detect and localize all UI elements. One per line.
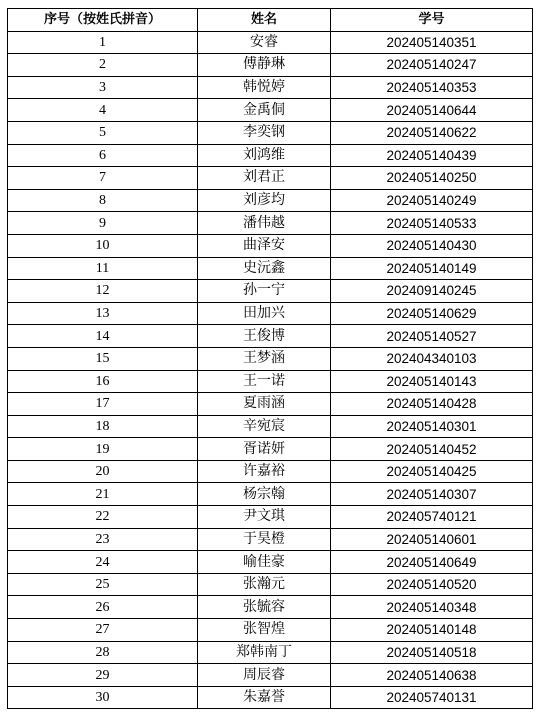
student-name: 于昊橙: [198, 528, 331, 551]
student-id: 202405140527: [331, 325, 533, 348]
student-id: 202405140428: [331, 393, 533, 416]
table-row: [8, 619, 533, 642]
student-name: 张毓容: [198, 596, 331, 619]
student-name: 安睿: [198, 31, 331, 54]
table-row: [8, 370, 533, 393]
table-row: [8, 438, 533, 461]
student-id: 202405140439: [331, 144, 533, 167]
table-row: [8, 121, 533, 144]
table-row: [8, 280, 533, 303]
row-number: 2: [8, 54, 198, 77]
table-row: [8, 325, 533, 348]
student-id: 202405140351: [331, 31, 533, 54]
student-name: 喻佳豪: [198, 551, 331, 574]
student-id: 202405140649: [331, 551, 533, 574]
student-name: 尹文琪: [198, 506, 331, 529]
student-id: 202405140301: [331, 415, 533, 438]
student-id: 202405140430: [331, 234, 533, 257]
student-name: 朱嘉誉: [198, 686, 331, 709]
column-header-student-id: 学号: [331, 9, 533, 32]
table-row: [8, 144, 533, 167]
student-id: 202405140353: [331, 76, 533, 99]
row-number: 15: [8, 347, 198, 370]
table-row: [8, 664, 533, 687]
table-row: [8, 415, 533, 438]
student-name: 张瀚元: [198, 573, 331, 596]
student-id: 202405140518: [331, 641, 533, 664]
student-table: [7, 8, 533, 709]
table-row: [8, 302, 533, 325]
student-id: 202405140520: [331, 573, 533, 596]
row-number: 23: [8, 528, 198, 551]
student-name: 史沅鑫: [198, 257, 331, 280]
student-id: 202405140307: [331, 483, 533, 506]
row-number: 7: [8, 167, 198, 190]
table-row: [8, 189, 533, 212]
table-row: [8, 234, 533, 257]
student-name: 杨宗翰: [198, 483, 331, 506]
row-number: 11: [8, 257, 198, 280]
student-id: 202405140638: [331, 664, 533, 687]
student-id: 202405140250: [331, 167, 533, 190]
table-row: [8, 551, 533, 574]
row-number: 24: [8, 551, 198, 574]
student-name: 胥诺妍: [198, 438, 331, 461]
student-name: 潘伟越: [198, 212, 331, 235]
row-number: 25: [8, 573, 198, 596]
row-number: 1: [8, 31, 198, 54]
table-row: [8, 31, 533, 54]
student-name: 曲泽安: [198, 234, 331, 257]
row-number: 19: [8, 438, 198, 461]
row-number: 4: [8, 99, 198, 122]
table-body: [8, 31, 533, 709]
row-number: 6: [8, 144, 198, 167]
student-id: 202405740121: [331, 506, 533, 529]
student-id: 202405740131: [331, 686, 533, 709]
table-row: [8, 528, 533, 551]
row-number: 28: [8, 641, 198, 664]
table-row: [8, 54, 533, 77]
student-name: 郑韩南丁: [198, 641, 331, 664]
row-number: 30: [8, 686, 198, 709]
student-name: 辛宛宸: [198, 415, 331, 438]
table-row: [8, 460, 533, 483]
table-row: [8, 573, 533, 596]
student-id: 202405140622: [331, 121, 533, 144]
table-row: [8, 347, 533, 370]
table-row: [8, 167, 533, 190]
row-number: 18: [8, 415, 198, 438]
student-id: 202405140629: [331, 302, 533, 325]
table-row: [8, 76, 533, 99]
student-id: 202405140143: [331, 370, 533, 393]
table-row: [8, 99, 533, 122]
student-name: 王梦涵: [198, 347, 331, 370]
table-row: [8, 257, 533, 280]
student-id: 202405140148: [331, 619, 533, 642]
student-id: 202409140245: [331, 280, 533, 303]
row-number: 26: [8, 596, 198, 619]
row-number: 16: [8, 370, 198, 393]
student-name: 孙一宁: [198, 280, 331, 303]
student-name: 刘君正: [198, 167, 331, 190]
student-name: 田加兴: [198, 302, 331, 325]
row-number: 5: [8, 121, 198, 144]
row-number: 14: [8, 325, 198, 348]
row-number: 13: [8, 302, 198, 325]
student-name: 王一诺: [198, 370, 331, 393]
student-id: 202405140644: [331, 99, 533, 122]
student-name: 李奕钢: [198, 121, 331, 144]
student-name: 王俊博: [198, 325, 331, 348]
student-id: 202405140249: [331, 189, 533, 212]
table-row: [8, 483, 533, 506]
table-row: [8, 641, 533, 664]
student-name: 张智煌: [198, 619, 331, 642]
row-number: 12: [8, 280, 198, 303]
table-row: [8, 686, 533, 709]
student-id: 202404340103: [331, 347, 533, 370]
table-row: [8, 393, 533, 416]
table-row: [8, 212, 533, 235]
table-row: [8, 596, 533, 619]
row-number: 9: [8, 212, 198, 235]
row-number: 29: [8, 664, 198, 687]
student-name: 韩悦婷: [198, 76, 331, 99]
student-id: 202405140425: [331, 460, 533, 483]
row-number: 20: [8, 460, 198, 483]
header-row: [8, 9, 533, 32]
table-row: [8, 506, 533, 529]
student-id: 202405140601: [331, 528, 533, 551]
row-number: 8: [8, 189, 198, 212]
student-name: 周辰睿: [198, 664, 331, 687]
student-name: 金禹侗: [198, 99, 331, 122]
student-id: 202405140149: [331, 257, 533, 280]
student-name: 傅静琳: [198, 54, 331, 77]
student-roster: [7, 8, 533, 709]
student-name: 刘彦均: [198, 189, 331, 212]
student-name: 夏雨涵: [198, 393, 331, 416]
row-number: 17: [8, 393, 198, 416]
column-header-name: 姓名: [198, 9, 331, 32]
row-number: 10: [8, 234, 198, 257]
row-number: 3: [8, 76, 198, 99]
student-id: 202405140348: [331, 596, 533, 619]
column-header-number: 序号（按姓氏拼音）: [8, 9, 198, 32]
row-number: 27: [8, 619, 198, 642]
student-id: 202405140533: [331, 212, 533, 235]
student-id: 202405140247: [331, 54, 533, 77]
row-number: 22: [8, 506, 198, 529]
student-name: 许嘉裕: [198, 460, 331, 483]
student-name: 刘鸿维: [198, 144, 331, 167]
student-id: 202405140452: [331, 438, 533, 461]
row-number: 21: [8, 483, 198, 506]
